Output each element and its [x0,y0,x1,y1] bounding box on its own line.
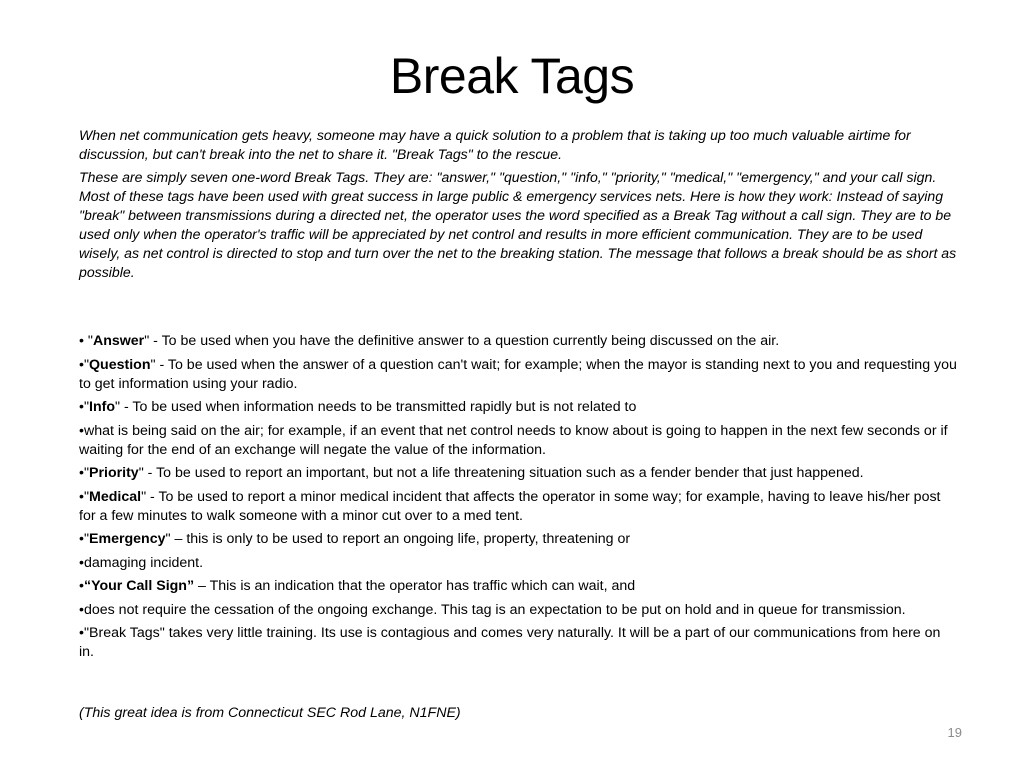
intro-paragraph: These are simply seven one-word Break Tags. They are: "answer," "question," "info," "priority," "medical," "emergency," and your call sign. Most of these tags have been used with great success in large public & emergency services nets. Here is how they work: Instead of saying "break" between transmissions during a directed net, the operator uses the word specified as a Break Tag without a call sign. They are to be used only when the operator's traffic will be appreciated by net control and results in more efficient communication. They are to be used wisely, as net control is directed to stop and turn over the net to the breaking station. The message that follows a break should be as short as possible. [79,169,957,280]
tag-term: Emergency [89,531,166,547]
tag-term: “Your Call Sign” [83,578,195,594]
tag-description: " - To be used when information needs to be transmitted rapidly but is not related to [115,399,637,415]
list-item-closing: •"Break Tags" takes very little training. Its use is contagious and comes very naturally. It will be a part of our communications from here on in. [79,625,941,660]
tag-description: " – this is only to be used to report an ongoing life, property, threatening or [165,531,631,547]
list-item-info [79,398,959,417]
bullet-prefix: • " [79,333,93,349]
bullet-prefix: •" [79,399,90,415]
bullet-prefix: •" [79,465,90,481]
slide-title: Break Tags [389,48,635,104]
tag-description: " - To be used when the answer of a question can't wait; for example; when the mayor is standing next to you and requesting you to get information using your radio. [79,356,957,392]
list-item-call-sign [79,577,959,596]
break-tag-list [79,332,959,667]
bullet-prefix: • [79,578,84,594]
intro-paragraph: When net communication gets heavy, someone may have a quick solution to a problem that is taking up too much valuable airtime for discussion, but can't break into the net to share it. "Break Tags" to the rescue. [79,127,911,162]
tag-description: – This is an indication that the operator has traffic which can wait, and [194,578,636,594]
tag-description: " - To be used to report a minor medical incident that affects the operator in some way; for example, having to leave his/her post for a few minutes to walk someone with a minor cut over to a med tent. [79,488,941,524]
credit-note: (This great idea is from Connecticut SEC Rod Lane, N1FNE) [79,705,461,721]
bullet-prefix: •" [79,488,90,505]
list-item-info-continued: •what is being said on the air; for example, if an event that net control needs to know about is going to happen in the next few seconds or if waiting for the end of an exchange will negate the value of the information. [79,422,948,458]
page-number: 19 [947,725,962,740]
tag-term: Question [89,356,151,373]
bullet-prefix: •" [79,356,90,373]
bullet-prefix: •" [79,531,90,547]
list-item-priority [79,464,959,483]
list-item-emergency-continued: •damaging incident. [79,554,204,571]
intro-text [79,126,959,286]
tag-term: Medical [89,488,142,505]
list-item-call-sign-continued: •does not require the cessation of the ongoing exchange. This tag is an expectation to be put on hold and in queue for transmission. [79,601,906,618]
list-item-question [79,356,959,394]
tag-term: Priority [89,465,139,481]
list-item-medical [79,488,959,526]
list-item-answer [79,332,959,351]
tag-description: " - To be used when you have the definitive answer to a question currently being discussed on the air. [144,333,780,349]
list-item-emergency [79,530,959,549]
tag-term: Info [89,399,116,415]
tag-term: Answer [92,333,145,349]
tag-description: " - To be used to report an important, but not a life threatening situation such as a fender bender that just happened. [138,465,864,481]
